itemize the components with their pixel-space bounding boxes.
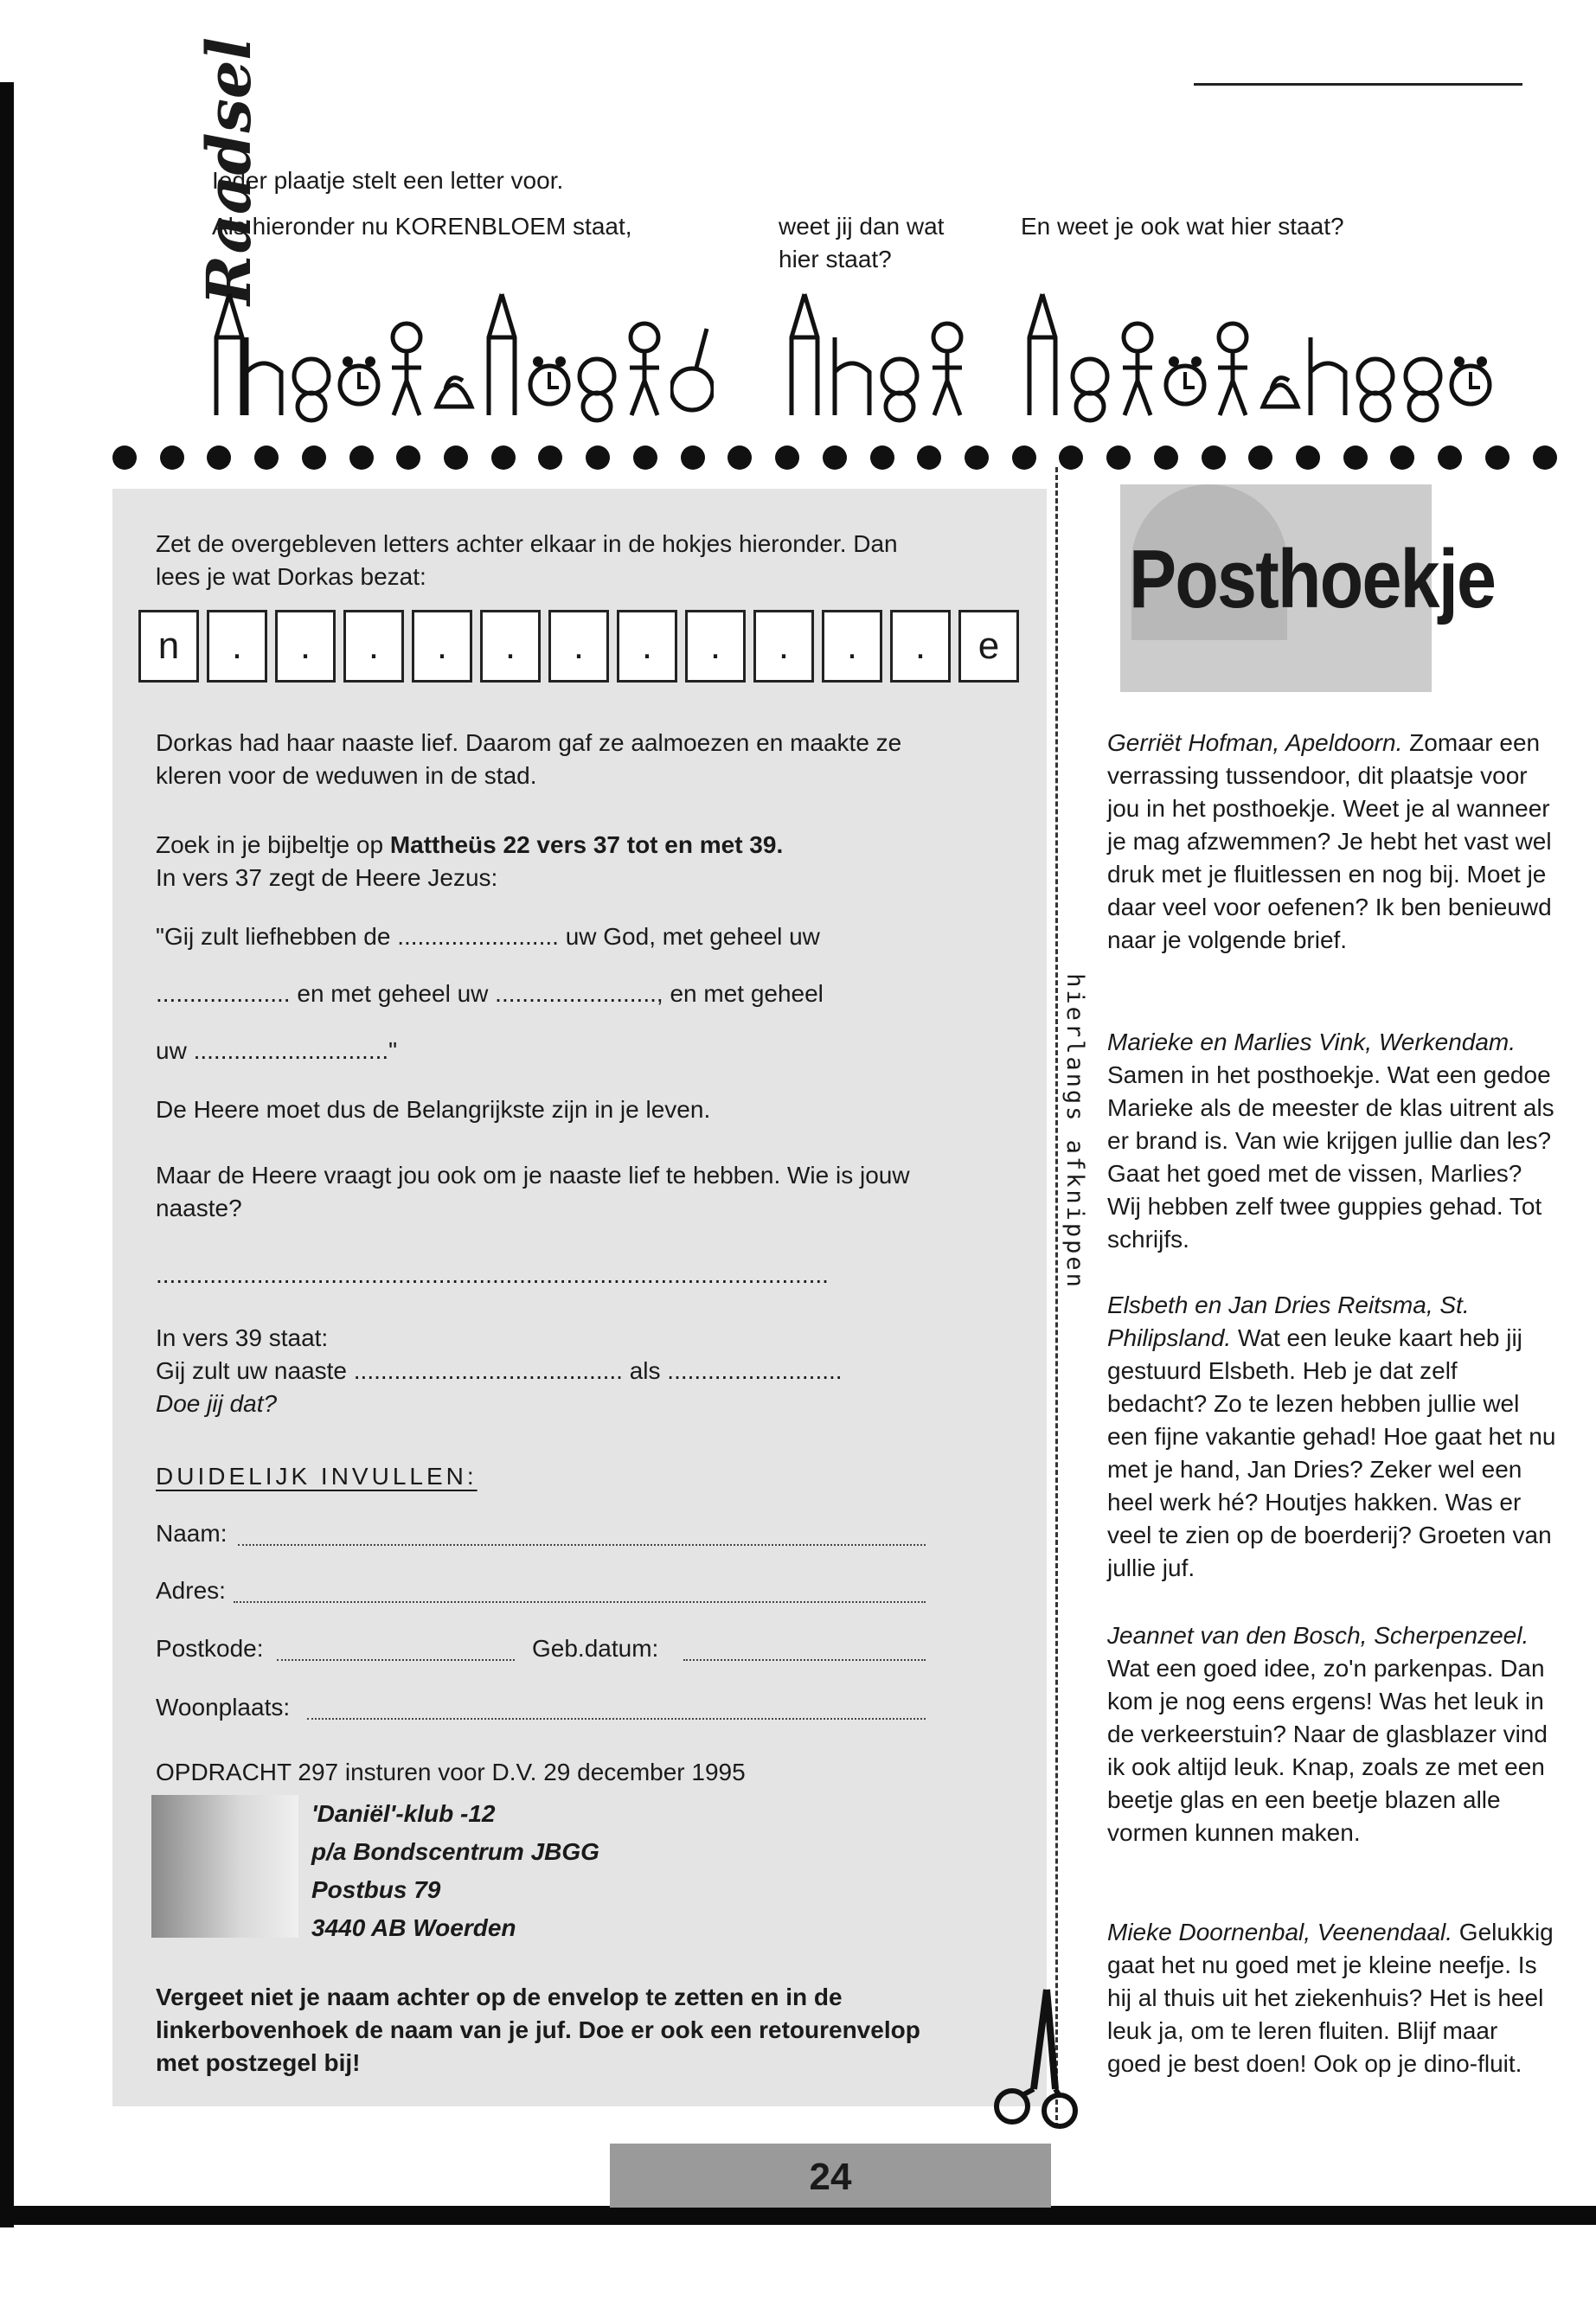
letter-box[interactable]: . [412, 610, 472, 683]
cut-label: hierlangs afknippen [1061, 973, 1088, 1290]
adres-label: Adres: [156, 1577, 226, 1604]
adres-field[interactable] [234, 1599, 926, 1603]
scissors-icon [986, 1985, 1081, 2132]
letter-sender: Jeannet van den Bosch, Scherpenzeel. [1107, 1622, 1529, 1649]
raadsel-intro-line2: Als hieronder nu KORENBLOEM staat, [212, 213, 632, 240]
belangrijkste-line: De Heere moet dus de Belangrijkste zijn in je leven. [156, 1096, 711, 1123]
address-line: 'Daniël'-klub -12 [311, 1800, 496, 1827]
opdracht-line: OPDRACHT 297 insturen voor D.V. 29 december 1995 [156, 1759, 746, 1785]
letter-box[interactable]: . [548, 610, 609, 683]
letter-item [1107, 1289, 1557, 1585]
letter-text: Gelukkig gaat het nu goed met je kleine neefje. Is hij al thuis uit het ziekenhuis? Het is heel leuk ja, om te leren fluiten. Blijf maar goed je best doen! Ook op je dino-fluit. [1107, 1919, 1554, 2077]
letter-box[interactable]: . [207, 610, 267, 683]
page-number: 24 [809, 2156, 852, 2198]
picture-letter-icon [670, 285, 714, 424]
picture-letter-icon [1163, 285, 1207, 424]
bible-reference [156, 829, 952, 894]
page-left-edge [0, 82, 14, 2227]
letter-item [1107, 1026, 1557, 1256]
letter-item [1107, 1916, 1557, 2080]
raadsel-question-mid: weet jij dan wat hier staat? [779, 213, 945, 272]
page-top-rule [1194, 83, 1522, 86]
answer-boxes [138, 610, 1019, 683]
picture-letter-icon [1449, 285, 1492, 424]
vers37-intro: In vers 37 zegt de Heere Jezus: [156, 864, 498, 891]
gebdatum-field[interactable] [683, 1657, 926, 1661]
picture-letter-icon [878, 285, 921, 424]
letter-item [1107, 1619, 1557, 1849]
bible-reference-prefix: Zoek in je bijbeltje op [156, 831, 390, 858]
raadsel-question-right: En weet je ook wat hier staat? [1021, 213, 1344, 240]
answer-line[interactable]: .................................................................................................... [156, 1261, 829, 1288]
picture-letter-icon [1259, 285, 1302, 424]
quote-line-1: "Gij zult liefhebben de ........................ uw God, met geheel uw [156, 923, 820, 950]
vers39-line2: Gij zult uw naaste ........................................ als .......................... [156, 1357, 843, 1384]
woonplaats-field[interactable] [307, 1716, 926, 1720]
address-line: Postbus 79 [311, 1876, 441, 1903]
letter-box[interactable]: . [275, 610, 336, 683]
picture-letter-icon [1401, 285, 1445, 424]
raadsel-title: Raadsel [193, 37, 265, 305]
picture-letter-icon [337, 285, 381, 424]
quote-line-3: uw ............................." [156, 1037, 398, 1064]
letter-box[interactable]: e [958, 610, 1019, 683]
address-line: p/a Bondscentrum JBGG [311, 1838, 599, 1865]
footer-reminder: Vergeet niet je naam achter op de envelop te zetten en in de linkerbovenhoek de naam van je juf. Doe er ook een retourenvelop met postzegel bij! [156, 1984, 920, 2076]
picture-letter-icon [290, 285, 333, 424]
letter-box[interactable]: . [617, 610, 677, 683]
picture-letter-icon [433, 285, 476, 424]
letter-text: Zomaar een verrassing tussendoor, dit plaatsje voor jou in het posthoekje. Weet je al wanneer je mag afzwemmen? Je hebt het vast wel druk met je fluitlessen en nog bij. Moet je daar veel voor oefenen? Ik ben benieuwd naar je volgende brief. [1107, 729, 1552, 953]
letter-box[interactable]: n [138, 610, 199, 683]
letter-text: Wat een leuke kaart heb jij gestuurd Elsbeth. Heb je dat zelf bedacht? Zo te lezen hebben jullie wel een fijne vakantie gehad! Hoe gaat het nu met je hand, Jan Dries? Zeker wel een heel werk hé? Houtjes hakken. Was er veel te zien op de boerderij? Groeten van jullie juf. [1107, 1324, 1556, 1581]
picture-letter-icon [1021, 285, 1064, 424]
letter-item [1107, 727, 1557, 957]
picture-letter-icon [575, 285, 619, 424]
naam-label: Naam: [156, 1520, 228, 1547]
postkode-field[interactable] [277, 1657, 515, 1661]
picture-letter-icon [1116, 285, 1159, 424]
naaste-question: Maar de Heere vraagt jou ook om je naaste lief te hebben. Wie is jouw naaste? [156, 1162, 910, 1221]
letter-box[interactable]: . [753, 610, 814, 683]
picture-letter-icon [1354, 285, 1397, 424]
picture-letter-icon [242, 285, 285, 424]
vers39-line1: In vers 39 staat: [156, 1324, 329, 1351]
letter-sender: Marieke en Marlies Vink, Werkendam. [1107, 1029, 1516, 1055]
page-bottom-edge [0, 2206, 1596, 2225]
picture-letter-icon [1068, 285, 1112, 424]
woonplaats-label: Woonplaats: [156, 1694, 291, 1721]
letter-sender: Elsbeth en Jan Dries Reitsma, St. Philipsland. [1107, 1292, 1470, 1351]
mailing-address [311, 1795, 599, 1947]
letter-box[interactable]: . [343, 610, 404, 683]
letter-sender: Gerriët Hofman, Apeldoorn. [1107, 729, 1403, 756]
letter-box[interactable]: . [480, 610, 541, 683]
picture-letter-icon [480, 285, 523, 424]
quote-line-2: .................... en met geheel uw ........................, en met geheel [156, 980, 824, 1007]
picture-letter-icon [926, 285, 969, 424]
vers39-line3: Doe jij dat? [156, 1390, 278, 1417]
letter-box[interactable]: . [685, 610, 746, 683]
instruction-text: Zet de overgebleven letters achter elkaar in de hokjes hieronder. Dan lees je wat Dorkas bezat: [156, 530, 898, 590]
picture-letter-icon [1211, 285, 1254, 424]
naam-field[interactable] [238, 1542, 926, 1546]
letter-sender: Mieke Doornenbal, Veenendaal. [1107, 1919, 1453, 1945]
letter-box[interactable]: . [822, 610, 882, 683]
raadsel-intro-line1: Ieder plaatje stelt een letter voor. [212, 167, 564, 194]
letter-text: Wat een goed idee, zo'n parkenpas. Dan kom je nog eens ergens! Was het leuk in de verkeerstuin? Naar de glasblazer vind ik ook altijd leuk. Knap, zoals ze met een beetje glas en een beetje blazen alle vormen kunnen maken. [1107, 1655, 1548, 1846]
dorkas-paragraph: Dorkas had haar naaste lief. Daarom gaf ze aalmoezen en maakte ze kleren voor de weduwen in de stad. [156, 729, 902, 789]
bible-reference-bold: Mattheüs 22 vers 37 tot en met 39. [389, 831, 784, 858]
picture-letter-icon [1306, 285, 1349, 424]
picture-letter-icon [830, 285, 874, 424]
dot-separator [112, 445, 1557, 475]
picture-letter-icon [528, 285, 571, 424]
picture-letter-icon [623, 285, 666, 424]
letter-box[interactable]: . [890, 610, 951, 683]
posthoekje-title: Posthoekje [1129, 533, 1496, 625]
form-heading: DUIDELIJK INVULLEN: [156, 1463, 478, 1490]
stamp-area [151, 1795, 298, 1938]
postkode-label: Postkode: [156, 1635, 264, 1662]
address-line: 3440 AB Woerden [311, 1914, 516, 1941]
letter-text: Samen in het posthoekje. Wat een gedoe Marieke als de meester de klas uitrent als er brand is. Van wie krijgen jullie dan les? Gaat het goed met de vissen, Marlies? Wij hebben zelf twee guppies gehad. Tot schrijfs. [1107, 1061, 1554, 1253]
gebdatum-label: Geb.datum: [532, 1635, 659, 1662]
picture-letter-icon [783, 285, 826, 424]
picture-letter-icon [385, 285, 428, 424]
